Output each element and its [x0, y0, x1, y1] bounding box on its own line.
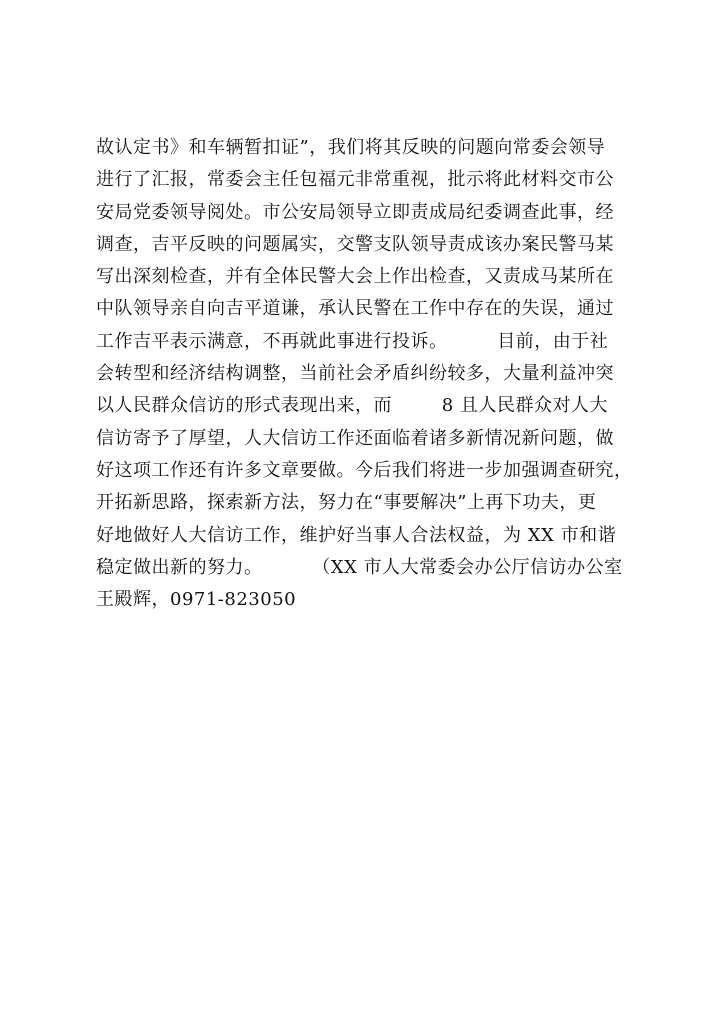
body-text [96, 132, 656, 616]
text-line-9: 以人民群众信访的形式表现出来，而 8 且人民群众对人大 [96, 395, 608, 417]
text-line-1: 故认定书》和车辆暂扣证”，我们将其反映的问题向常委会领导 [96, 137, 606, 158]
text-line-13: 好地做好人大信访工作，维护好当事人合法权益，为 XX 市和谐 [96, 524, 617, 546]
text-line-4: 调查，吉平反映的问题属实，交警支队领导责成该办案民警马某 [96, 233, 614, 255]
text-line-15: 王殿辉，0971-823050 [96, 589, 297, 611]
text-line-2: 进行了汇报，常委会主任包福元非常重视，批示将此材料交市公 [96, 169, 614, 191]
text-line-8: 会转型和经济结构调整，当前社会矛盾纠纷较多，大量利益冲突 [96, 363, 614, 385]
text-line-3: 安局党委领导阅处。市公安局领导立即责成局纪委调查此事，经 [96, 201, 614, 223]
text-line-5: 写出深刻检查，并有全体民警大会上作出检查，又责成马某所在 [96, 266, 614, 288]
text-line-12: 开拓新思路，探索新方法，努力在“事要解决”上再下功夫，更 [96, 492, 597, 514]
text-line-6: 中队领导亲自向吉平道谦，承认民警在工作中存在的失误，通过 [96, 298, 614, 320]
text-line-10: 信访寄予了厚望，人大信访工作还面临着诸多新情况新问题，做 [96, 427, 614, 449]
text-line-14: 稳定做出新的努力。 （XX 市人大常委会办公厅信访办公室 [96, 556, 623, 578]
text-line-11: 好这项工作还有许多文章要做。今后我们将进一步加强调查研究， [96, 459, 633, 481]
text-line-7: 工作吉平表示满意，不再就此事进行投诉。 目前，由于社 [96, 330, 609, 352]
